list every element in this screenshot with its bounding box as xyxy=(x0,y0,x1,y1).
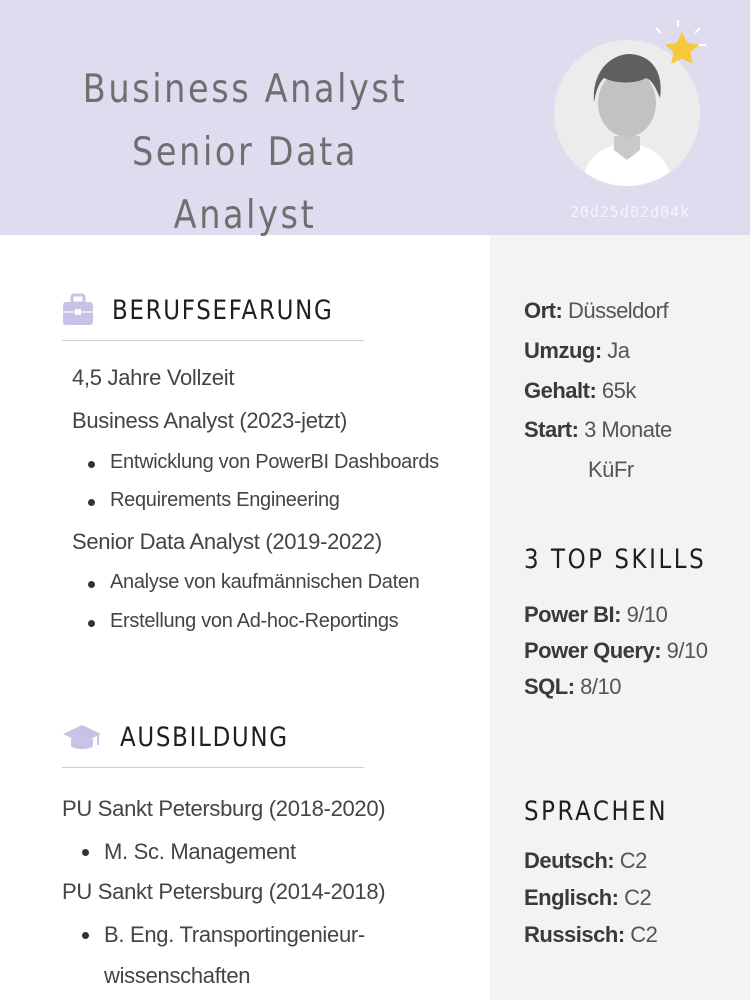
education-degree: B. Eng. Transportingenieur- xyxy=(104,922,365,947)
education-degree-continued: wissenschaften xyxy=(104,963,251,988)
experience-heading-text: BERUFSEFARUNG xyxy=(112,294,334,326)
experience-summary: 4,5 Jahre Vollzeit xyxy=(72,365,235,390)
language-item: Deutsch: C2 xyxy=(524,848,647,873)
job-bullet: Requirements Engineering xyxy=(110,489,340,511)
detail-start: Start: 3 Monate xyxy=(524,417,672,442)
title-line-1: Business Analyst xyxy=(82,67,408,112)
job-bullet: Erstellung von Ad-hoc-Reportings xyxy=(110,610,399,632)
skill-item: Power Query: 9/10 xyxy=(524,638,708,663)
education-heading-text: AUSBILDUNG xyxy=(120,722,289,753)
job-bullet: Analyse von kaufmännischen Daten xyxy=(110,571,420,593)
briefcase-icon xyxy=(62,293,94,327)
education-institution: PU Sankt Petersburg (2018-2020) xyxy=(62,796,386,821)
education-institution: PU Sankt Petersburg (2014-2018) xyxy=(62,879,386,904)
job-bullet: Entwicklung von PowerBI Dashboards xyxy=(110,451,439,473)
language-item: Russisch: C2 xyxy=(524,922,658,947)
detail-salary: Gehalt: 65k xyxy=(524,378,636,403)
skill-item: Power BI: 9/10 xyxy=(524,602,668,627)
candidate-id: 20d25d02d04k xyxy=(569,203,691,221)
job-title: Business Analyst (2023-jetzt) xyxy=(72,408,347,433)
education-divider xyxy=(62,767,364,768)
job-title: Senior Data Analyst (2019-2022) xyxy=(72,529,382,554)
skill-item: SQL: 8/10 xyxy=(524,674,621,699)
education-degree: M. Sc. Management xyxy=(104,839,296,864)
experience-divider xyxy=(62,340,364,341)
page-title xyxy=(69,58,422,247)
languages-heading: SPRACHEN xyxy=(524,796,669,827)
education-heading xyxy=(62,722,319,753)
title-line-2: Senior Data Analyst xyxy=(132,130,358,238)
detail-relocation: Umzug: Ja xyxy=(524,338,630,363)
graduation-cap-icon xyxy=(62,723,102,753)
detail-location: Ort: Düsseldorf xyxy=(524,298,669,323)
skills-heading: 3 TOP SKILLS xyxy=(524,544,707,575)
star-icon xyxy=(648,18,708,78)
language-item: Englisch: C2 xyxy=(524,885,652,910)
experience-heading xyxy=(62,293,373,327)
detail-start-note: KüFr xyxy=(588,457,634,482)
